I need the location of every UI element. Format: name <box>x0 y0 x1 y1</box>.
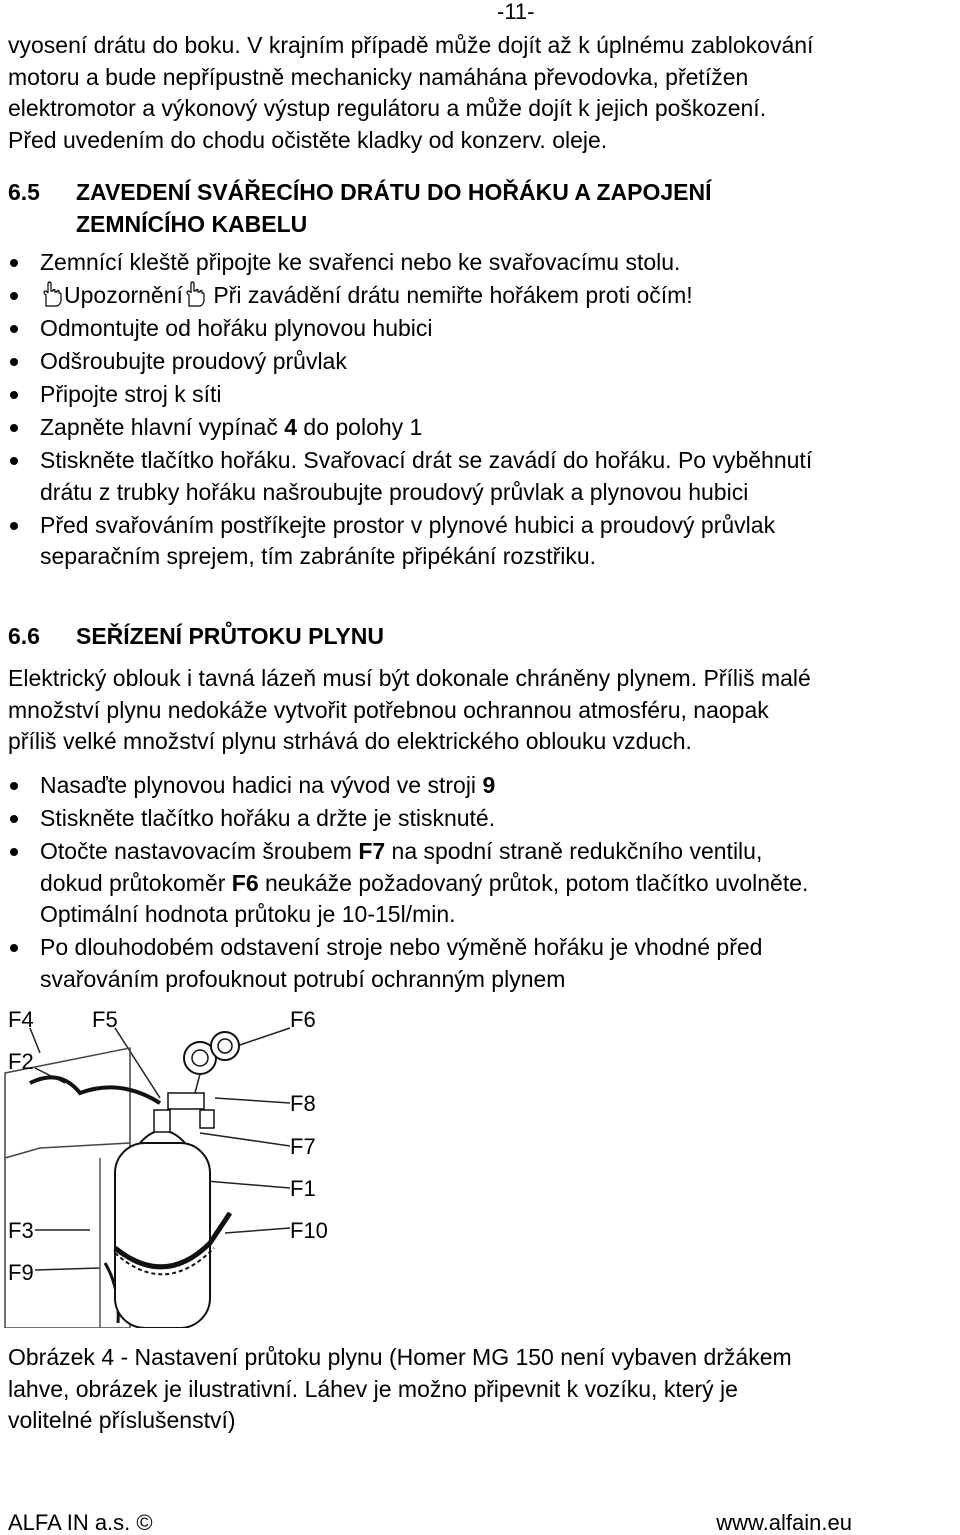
footer-website[interactable]: www.alfain.eu <box>716 1510 852 1535</box>
intro-paragraph <box>8 30 956 156</box>
section-6-6-list <box>0 770 956 997</box>
label-f5: F5 <box>92 1007 118 1032</box>
list-item: Otočte nastavovacím šroubem F7 na spodní straně redukčního ventilu, dokud průtokoměr F6 neukáže požadovaný průtok, potom tlačítko uvolněte. Optimální hodnota průtoku je 10-15l/min. <box>0 836 956 931</box>
section-number: 6.5 <box>8 179 40 205</box>
pointing-hand-icon <box>183 281 207 307</box>
page-number: -11- <box>497 0 535 24</box>
label-f7: F7 <box>290 1134 316 1159</box>
bullet-icon <box>10 848 18 856</box>
label-f4: F4 <box>8 1007 34 1032</box>
bullet-icon <box>10 424 18 432</box>
list-item: Zapněte hlavní vypínač 4 do polohy 1 <box>0 412 956 444</box>
bullet-icon <box>10 391 18 399</box>
footer-company: ALFA IN a.s. © <box>8 1510 153 1535</box>
gas-cylinder-illustration <box>0 998 340 1328</box>
bullet-icon <box>10 259 18 267</box>
list-item-warning <box>0 280 956 312</box>
list-item: Odmontujte od hořáku plynovou hubici <box>0 313 956 345</box>
label-f2: F2 <box>8 1049 34 1074</box>
bullet-icon <box>10 944 18 952</box>
label-f3: F3 <box>8 1218 34 1243</box>
section-6-5-list <box>0 247 956 574</box>
section-6-6-heading <box>0 620 960 652</box>
section-title: SEŘÍZENÍ PRŮTOKU PLYNU <box>76 623 384 649</box>
section-number: 6.6 <box>8 623 40 649</box>
intro-line: Před uvedením do chodu očistěte kladky od konzerv. oleje. <box>8 126 608 153</box>
section-title-line: ZAVEDENÍ SVÁŘECÍHO DRÁTU DO HOŘÁKU A ZAPOJENÍ <box>76 179 712 205</box>
pointing-hand-icon <box>40 281 64 307</box>
gas-regulator-figure <box>0 998 340 1328</box>
figure-caption: Obrázek 4 - Nastavení průtoku plynu (Homer MG 150 není vybaven držákem lahve, obrázek je ilustrativní. Láhev je možno připevnit k vozíku, který je volitelné příslušenství) <box>8 1344 792 1433</box>
bullet-icon <box>10 292 18 300</box>
intro-line: elektromotor a výkonový výstup regulátoru a může dojít k jejich poškození. <box>8 95 767 121</box>
list-item: Připojte stroj k síti <box>0 379 956 411</box>
bullet-icon <box>10 457 18 465</box>
warning-label: Upozornění <box>64 282 183 308</box>
list-item: Odšroubujte proudový průvlak <box>0 346 956 378</box>
list-item: Zemnící kleště připojte ke svařenci nebo ke svařovacímu stolu. <box>0 247 956 279</box>
label-f9: F9 <box>8 1260 34 1285</box>
label-f1: F1 <box>290 1176 316 1201</box>
list-item: Nasaďte plynovou hadici na vývod ve stroji 9 <box>0 770 956 802</box>
label-f8: F8 <box>290 1091 316 1116</box>
list-item: Stiskněte tlačítko hořáku a držte je stisknuté. <box>0 803 956 835</box>
intro-line: motoru a bude nepřípustně mechanicky namáhána převodovka, přetížen <box>8 63 749 90</box>
bullet-icon <box>10 358 18 366</box>
list-item: Stiskněte tlačítko hořáku. Svařovací drát se zavádí do hořáku. Po vyběhnutí drátu z trubky hořáku našroubujte proudový průvlak a plynovou hubici <box>0 445 956 508</box>
section-6-5-heading <box>0 176 960 246</box>
section-title-line: ZEMNÍCÍHO KABELU <box>76 211 308 237</box>
list-item: Před svařováním postříkejte prostor v plynové hubici a proudový průvlak separačním sprejem, tím zabráníte připékání rozstřiku. <box>0 510 956 573</box>
section-6-6-paragraph: Elektrický oblouk i tavná lázeň musí být dokonale chráněny plynem. Příliš malé množství plynu nedokáže vytvořit potřebnou ochrannou atmosféru, naopak příliš velké množství plynu strhává do elektrického oblouku vzduch. <box>8 665 811 754</box>
list-item: Po dlouhodobém odstavení stroje nebo výměně hořáku je vhodné před svařováním profouknout potrubí ochranným plynem <box>0 932 956 995</box>
bullet-icon <box>10 815 18 823</box>
bullet-icon <box>10 325 18 333</box>
intro-line: vyosení drátu do boku. V krajním případě může dojít až k úplnému zablokování <box>8 32 814 58</box>
label-f6: F6 <box>290 1007 316 1032</box>
warning-text: Při zavádění drátu nemiřte hořákem proti očím! <box>213 282 693 308</box>
label-f10: F10 <box>290 1218 328 1243</box>
bullet-icon <box>10 522 18 530</box>
bullet-icon <box>10 782 18 790</box>
